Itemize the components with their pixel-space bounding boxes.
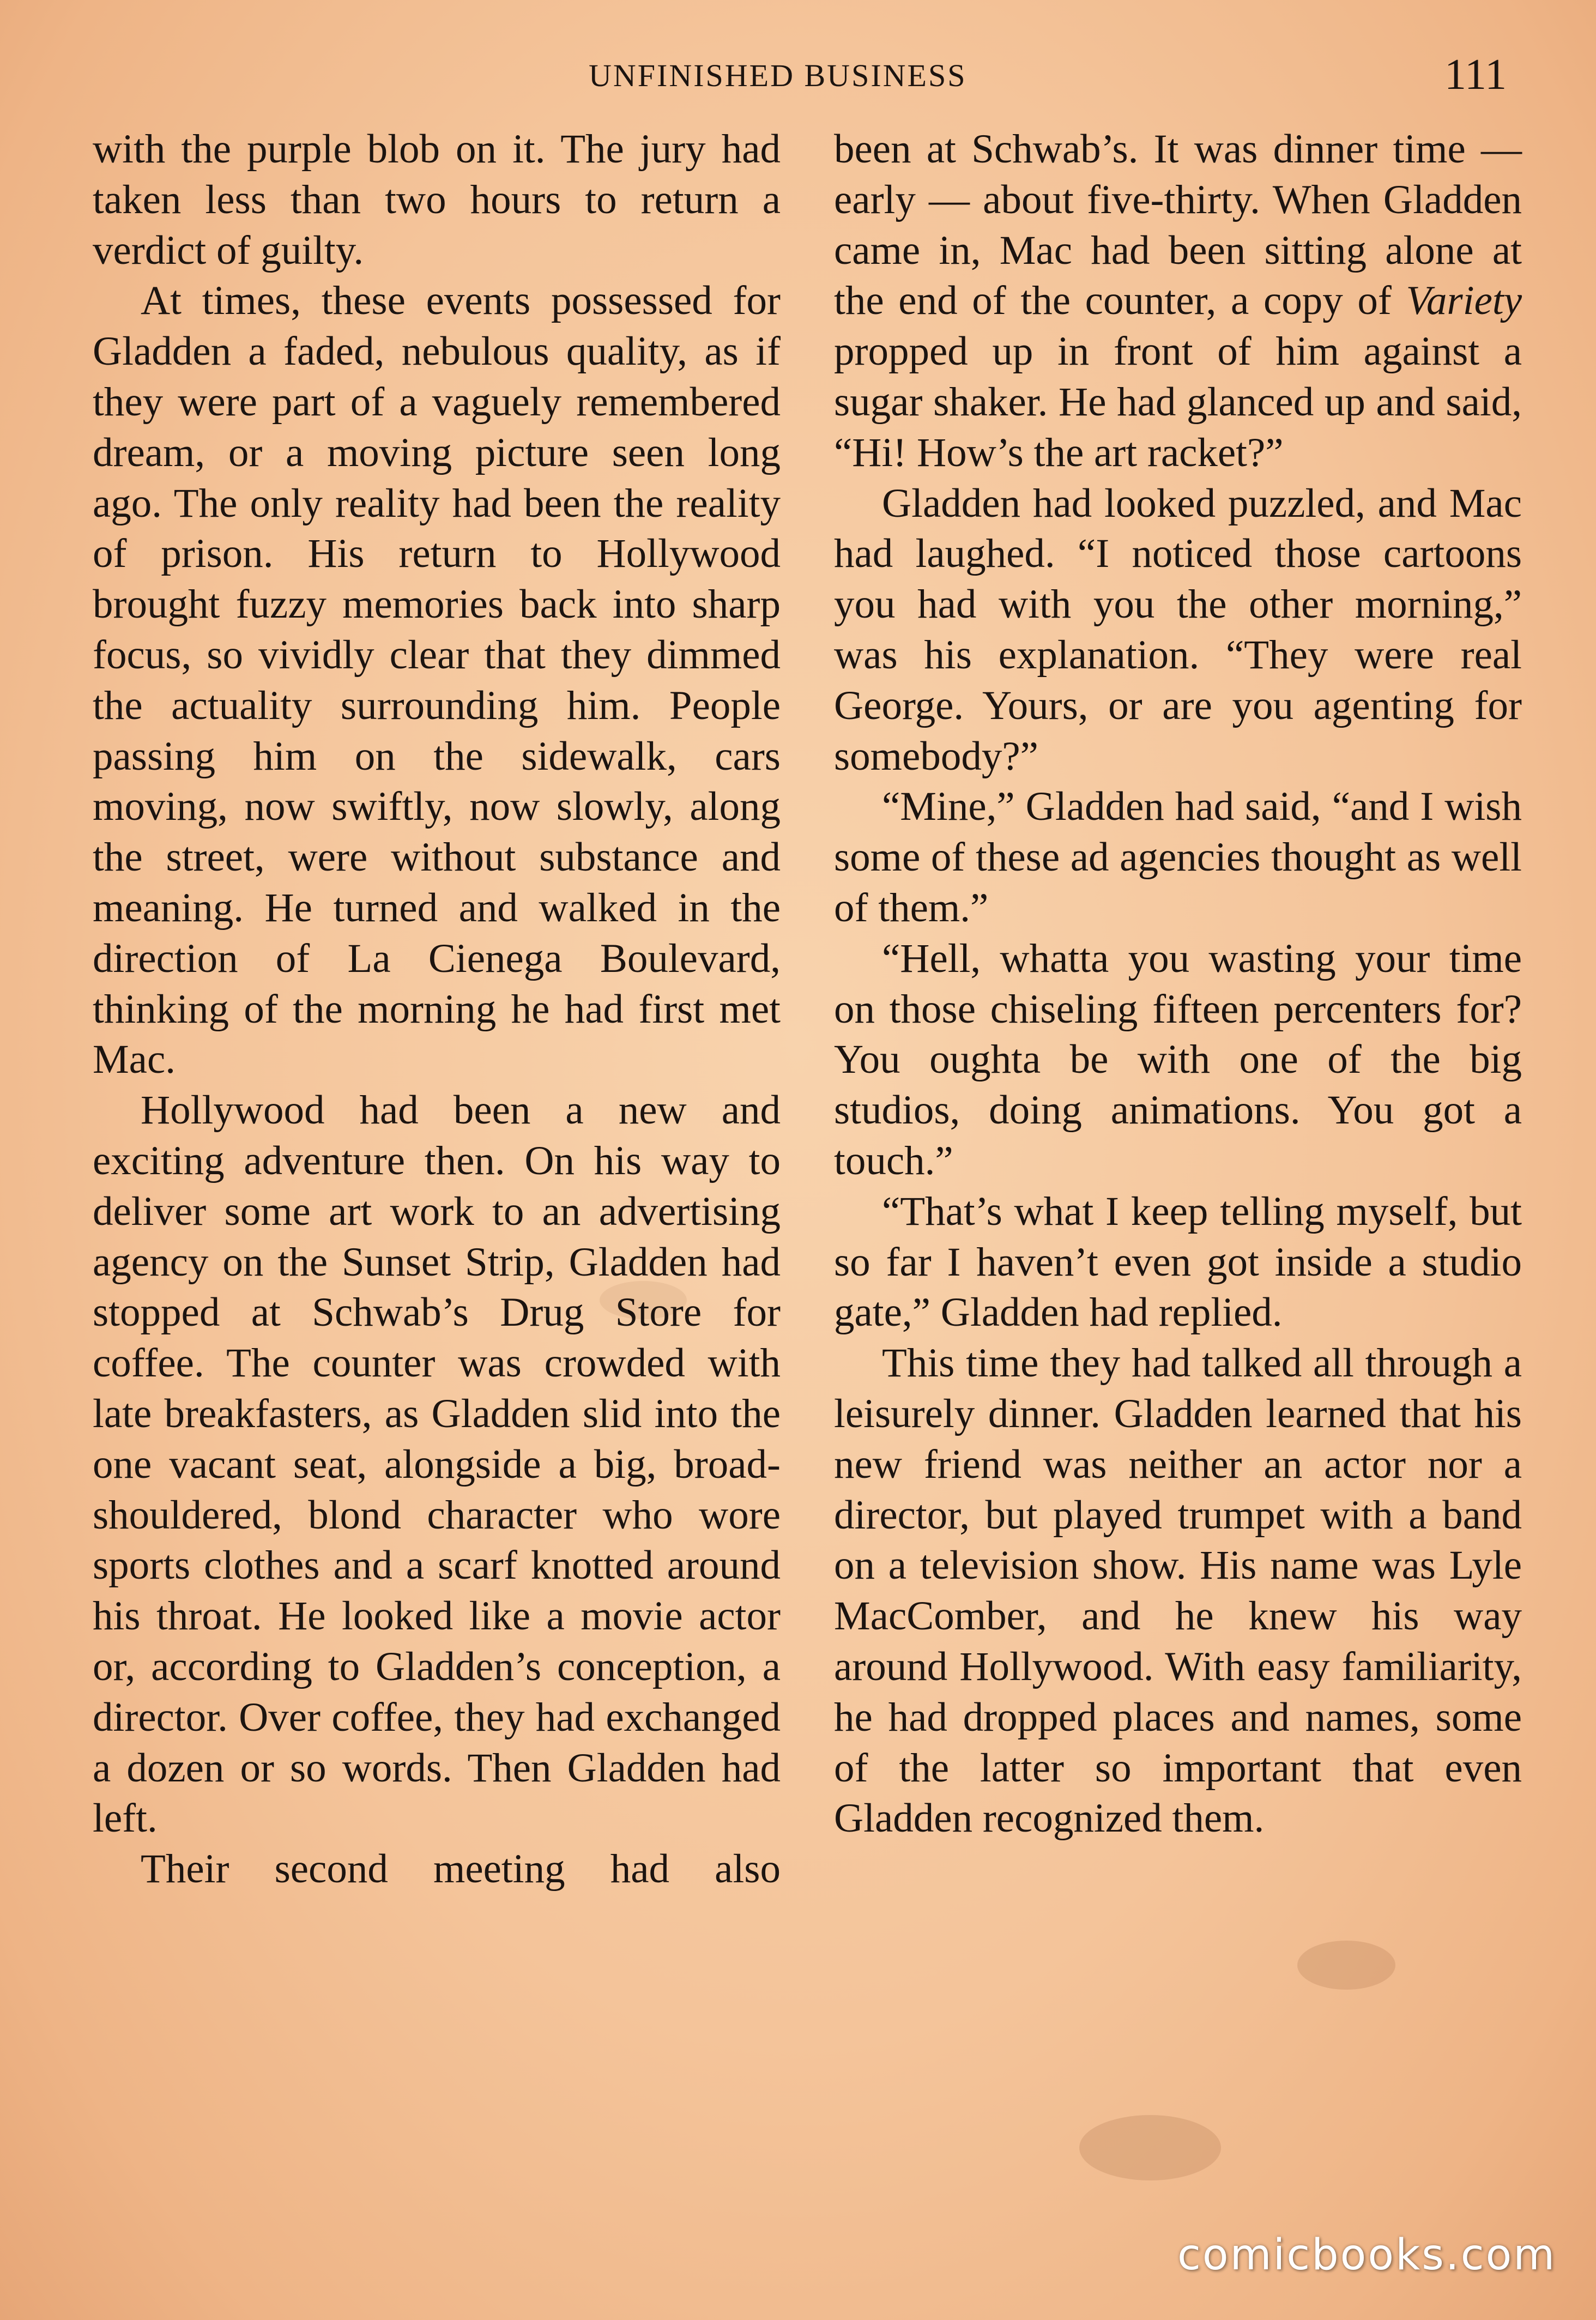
right-text-column <box>834 124 1522 1844</box>
paragraph: “That’s what I keep telling myself, but so far I haven’t even got inside a studio gate,” Gladden had replied. <box>834 1188 1522 1336</box>
page-number: 111 <box>1444 51 1507 99</box>
running-head: UNFINISHED BUSINESS <box>589 58 967 93</box>
page-stain <box>1079 2115 1221 2180</box>
paragraph-text: been at Schwab’s. It was dinner time — early — about five-thirty. When Gladden came in, Mac had been sitting alone at the end of the counter, a copy of <box>834 126 1522 324</box>
paragraph: Hollywood had been a new and exciting adventure then. On his way to deliver some art work to an advertising agency on the Sunset Strip, Gladden had stopped at Schwab’s Drug Store for coffee. The counter was crowded with late breakfasters, as Gladden slid into the one vacant seat, alongside a big, broad-shouldered, blond character who wore sports clothes and a scarf knotted around his throat. He looked like a movie actor or, according to Gladden’s conception, a director. Over coffee, they had exchanged a dozen or so words. Then Gladden had left. <box>93 1088 781 1841</box>
paragraph: “Mine,” Gladden had said, “and I wish some of these ad agencies thought as well of them.” <box>834 784 1522 931</box>
paragraph: with the purple blob on it. The jury had taken less than two hours to return a verdict of guilty. <box>93 126 781 273</box>
paragraph: This time they had talked all through a leisurely dinner. Gladden learned that his new friend was neither an actor nor a director, but played trumpet with a band on a television show. His name was Lyle MacComber, and he knew his way around Hollywood. With easy familiarity, he had dropped places and names, some of the latter so important that even Gladden recognized them. <box>834 1340 1522 1841</box>
paragraph: Gladden had looked puzzled, and Mac had laughed. “I noticed those cartoons you had with you the other morning,” was his explanation. “They were real George. Yours, or are you agenting for somebody?” <box>834 480 1522 779</box>
page-stain <box>1297 1941 1395 1990</box>
left-text-column <box>93 124 781 1895</box>
paragraph-text: propped up in front of him against a sugar shaker. He had glanced up and said, “Hi! How’s the art racket?” <box>834 329 1522 475</box>
paragraph: Their second meeting had also <box>141 1846 781 1892</box>
site-watermark: comicbooks.com <box>1177 2231 1557 2280</box>
paragraph <box>834 124 1522 479</box>
paragraph: “Hell, whatta you wasting your time on those chiseling fifteen percenters for? You oughta be with one of the big studios, doing animations. You got a touch.” <box>834 935 1522 1183</box>
magazine-title: Variety <box>1406 278 1522 324</box>
paragraph: At times, these events possessed for Gladden a faded, nebulous quality, as if they were part of a vaguely remembered dream, or a moving picture seen long ago. The only reality had been the reality of prison. His return to Hollywood brought fuzzy memories back into sharp focus, so vividly clear that they dimmed the actuality surrounding him. People passing him on the sidewalk, cars moving, now swiftly, now slowly, along the street, were without substance and meaning. He turned and walked in the direction of La Cienega Boulevard, thinking of the morning he had first met Mac. <box>93 278 781 1083</box>
